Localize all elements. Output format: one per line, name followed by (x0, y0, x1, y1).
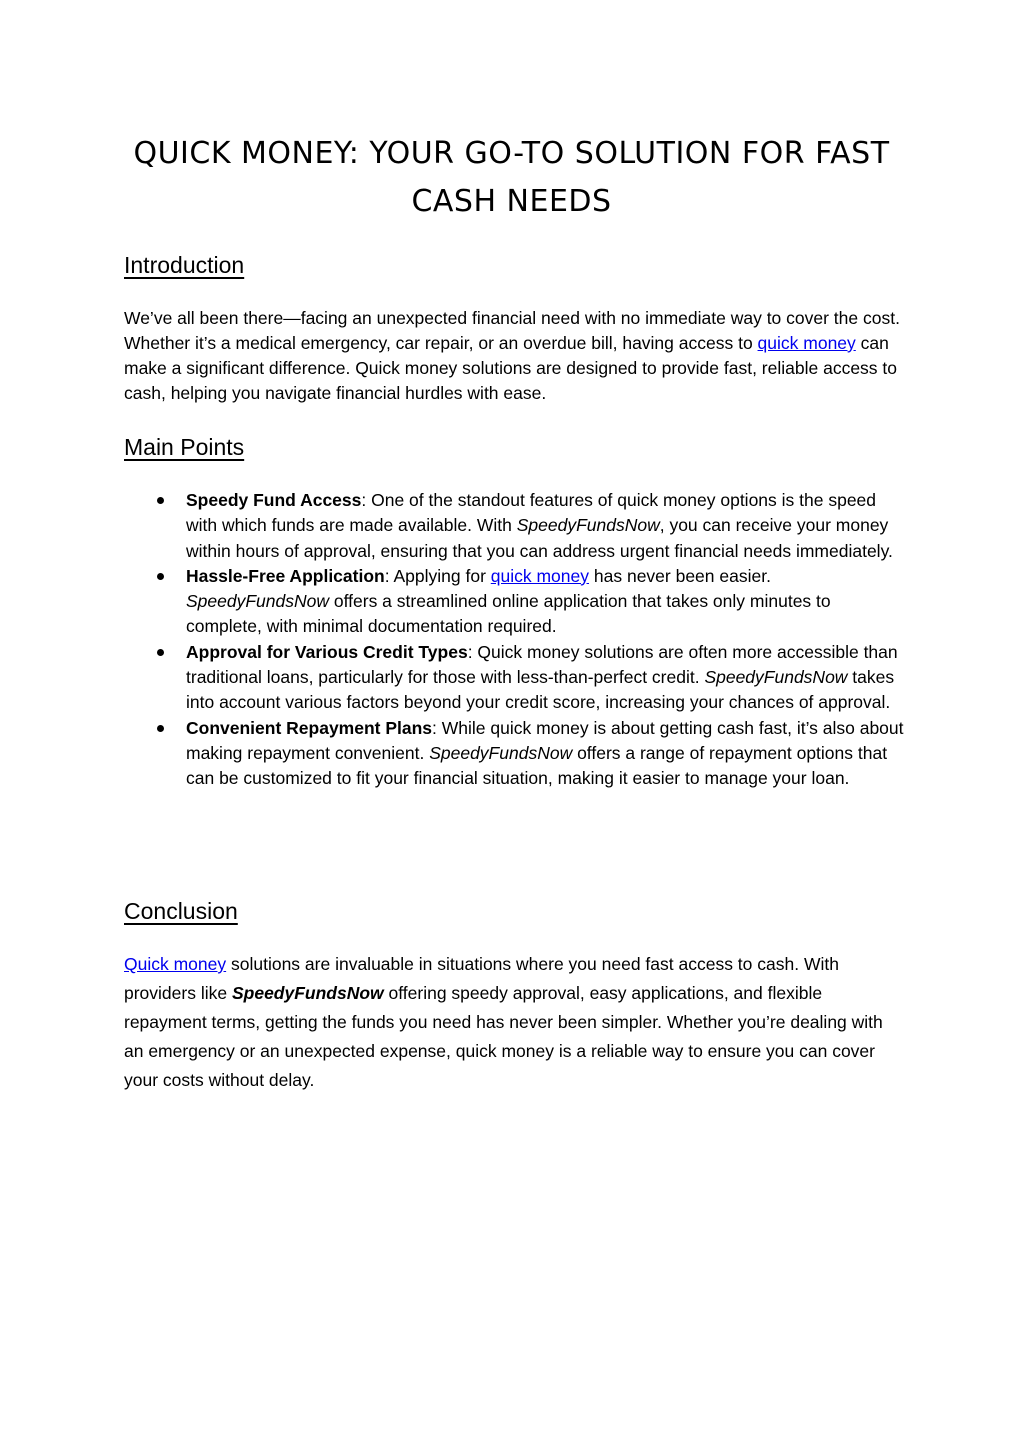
brand-name: SpeedyFundsNow (231, 983, 384, 1003)
point-text: : While quick money is about getting cash fast, it’s also about making repayment convenient. (186, 717, 904, 763)
point-title: Convenient Repayment Plans (186, 717, 433, 738)
point-text: offers a streamlined online application that takes only minutes to complete, with minimal documentation required. (186, 591, 831, 637)
quick-money-link[interactable]: quick money (490, 565, 590, 586)
conclusion-text-start: solutions are invaluable in situations where you need fast access to cash. With providers like (124, 954, 839, 1003)
introduction-text-start: We’ve all been there—facing an unexpected financial need with no immediate way to cover the cost. Whether it’s a medical emergency, car repair, or an overdue bill, having access to (124, 308, 900, 353)
point-text: : Applying for (384, 565, 491, 586)
point-text: : One of the standout features of quick money options is the speed with which funds are made available. With (186, 490, 877, 536)
page-title: QUICK MONEY: YOUR GO-TO SOLUTION FOR FAST CASH NEEDS (133, 136, 890, 219)
point-title: Approval for Various Credit Types (186, 641, 468, 662)
point-text: takes into account various factors beyond your credit score, increasing your chances of approval. (186, 667, 895, 713)
point-title: Hassle-Free Application (186, 565, 385, 586)
introduction-heading: Introduction (124, 252, 245, 278)
list-item (124, 564, 904, 640)
point-text: : Quick money solutions are often more accessible than traditional loans, particularly for those with less-than-perfect credit. (186, 641, 898, 688)
main-points-list (124, 488, 904, 792)
bullet-icon (157, 573, 164, 580)
list-item (124, 488, 904, 564)
list-item (124, 716, 904, 792)
quick-money-link[interactable]: quick money (757, 333, 856, 353)
quick-money-link[interactable]: Quick money (124, 954, 227, 974)
conclusion-heading: Conclusion (124, 898, 238, 924)
introduction-paragraph (124, 306, 904, 406)
brand-name: SpeedyFundsNow (516, 515, 660, 536)
point-text: offers a range of repayment options that can be customized to fit your financial situation, making it easier to manage your loan. (186, 742, 888, 789)
point-title: Speedy Fund Access (186, 490, 362, 510)
brand-name: SpeedyFundsNow (704, 667, 848, 688)
brand-name: SpeedyFundsNow (429, 742, 573, 763)
conclusion-text-end: offering speedy approval, easy applications, and flexible repayment terms, getting the funds you need has never been simpler. Whether you’re dealing with an emergency or an unexpected expense, quick money is a reliable way to ensure you can cover your costs without delay. (124, 983, 883, 1090)
introduction-text-end: can make a significant difference. Quick money solutions are designed to provide fast, reliable access to cash, helping you navigate financial hurdles with ease. (124, 333, 898, 403)
point-text: , you can receive your money within hours of approval, ensuring that you can address urgent financial needs immediately. (186, 515, 893, 561)
brand-name: SpeedyFundsNow (186, 591, 329, 612)
bullet-icon (157, 725, 164, 732)
point-text: has never been easier. (589, 565, 771, 586)
bullet-icon (157, 649, 164, 656)
list-item (124, 640, 904, 716)
conclusion-paragraph (124, 950, 904, 1095)
main-points-heading: Main Points (124, 434, 245, 460)
bullet-icon (157, 497, 164, 504)
